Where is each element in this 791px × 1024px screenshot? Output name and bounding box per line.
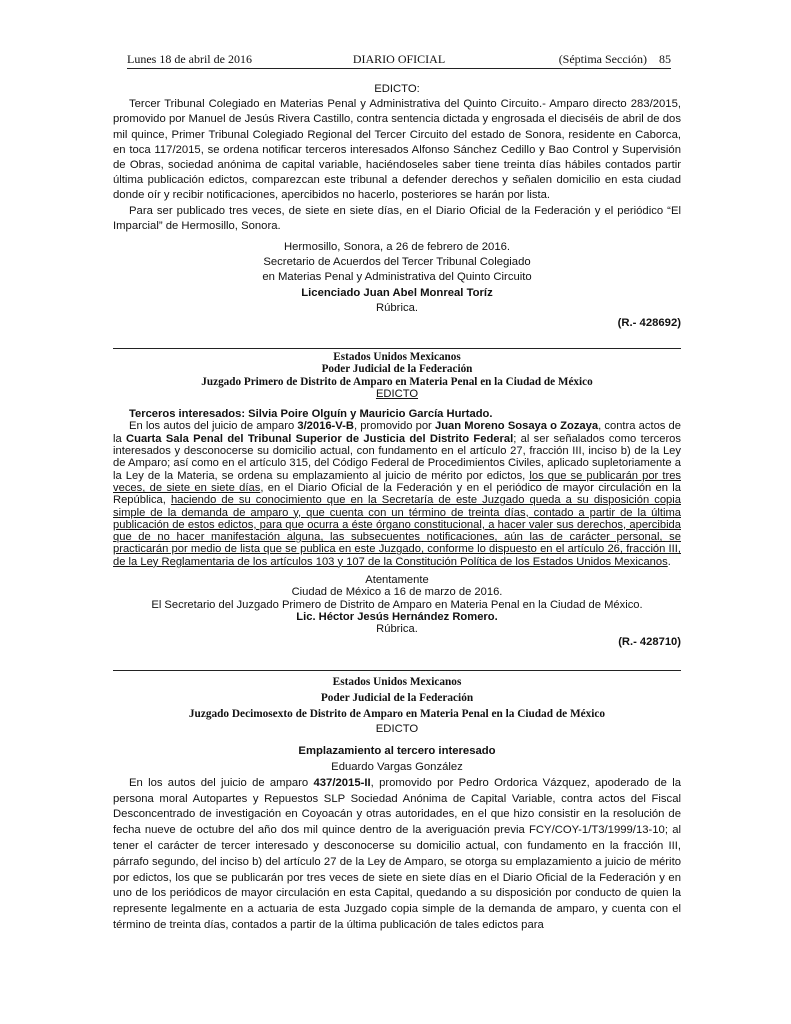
edict-3-court: Juzgado Decimosexto de Distrito de Amparo en Materia Penal en la Ciudad de México [188, 707, 606, 720]
case-number: 437/2015-II [313, 776, 371, 789]
page-header [127, 50, 671, 69]
divider-1 [113, 348, 681, 349]
edict-1-body: Tercer Tribunal Colegiado en Materias Penal y Administrativa del Quinto Circuito.- Amparo directo 283/2015, promovido por Manuel de Jesús Rivera Castillo, contra sentencia dictada y engrosada el dieciséis de abril de dos mil quince, Primer Tribunal Colegiado Regional del Tercer Circuito del estado de Sonora, residente en Caborca, en toca 117/2015, se ordena notificar terceros interesados Alfonso Sánchez Cedillo y Bao Control y Supervisión de Obras, sociedad anónima de capital variable, haciéndoseles saber tiene treinta días hábiles contados partir última publicación edictos, comparezcan este tribunal a defender derechos y señalen domicilio en esta ciudad donde oír y recibir notificaciones, apercibidos no hacerlo, posteriores se harán por lista. [113, 98, 681, 202]
edict-2-branch: Poder Judicial de la Federación [321, 363, 473, 376]
edict-1-place-date: Hermosillo, Sonora, a 26 de febrero de 2016. [283, 241, 511, 254]
edict-2-heading: EDICTO [375, 387, 419, 400]
header-section-label: (Séptima Sección) [558, 52, 647, 66]
edict-2-closing: Atentamente [365, 574, 429, 587]
edict-2-body: En los autos del juicio de amparo 3/2016-V-B, promovido por Juan Moreno Sosaya o Zozaya, contra actos de la Cuarta Sala Penal del Tribunal Superior de Justicia del Distrito Federal; al ser señalados como terceros interesados y desconocerse su domicilio actual, con fundamento en el artículo 27, fracción III, inciso b) de la Ley de Amparo; así como en el artículo 315, del Código Federal de Procedimientos Civiles, aplicado supletoriamente a la Ley de la Materia, se ordena su emplazamiento al juicio de mérito por edictos, los que se publicarán por tres veces, de siete en siete días, en el Diario Oficial de la Federación y en el periódico de mayor circulación en la República, haciendo de su conocimiento que en la Secretaría de este Juzgado queda a su disposición copia simple de la demanda de amparo y, que cuenta con un término de treinta días, contado a partir de la última publicación de estos edictos, para que ocurra a éste órgano constitucional, a hacer valer sus derechos, apercibida que de no hacer manifestación alguna, las subsecuentes notificaciones, aún las de carácter personal, se practicarán por medio de lista que se publica en este Juzgado, conforme lo dispuesto en el artículo 26, fracción III, de la Ley Reglamentaria de los artículos 103 y 107 de la Constitución Política de los Estados Unidos Mexicanos. [113, 420, 682, 568]
edict-2-interested-parties: Terceros interesados: Silvia Poire Olguín y Mauricio García Hurtado. [129, 408, 493, 421]
edict-1 [113, 82, 681, 331]
header-section [559, 52, 671, 67]
case-number: 3/2016-V-B [297, 420, 354, 433]
edict-1-publication-note: Para ser publicado tres veces, de siete en siete días, en el Diario Oficial de la Federación y el periódico “El Imparcial” de Hermosillo, Sonora. [113, 204, 681, 232]
edict-1-reference: (R.- 428692) [617, 317, 681, 330]
edict-2-place-date: Ciudad de México a 16 de marzo de 2016. [291, 586, 503, 599]
edict-1-title: EDICTO: [374, 83, 420, 95]
edict-1-signature-line-2: en Materias Penal y Administrativa del Quinto Circuito [262, 271, 532, 284]
edict-2-reference: (R.- 428710) [618, 635, 681, 648]
edict-2 [113, 351, 681, 648]
edict-3-branch: Poder Judicial de la Federación [320, 691, 474, 704]
edict-2-country: Estados Unidos Mexicanos [333, 351, 461, 363]
edict-2-court: Juzgado Primero de Distrito de Amparo en Materia Penal en la Ciudad de México [201, 375, 593, 388]
edict-3-heading: EDICTO [375, 723, 419, 736]
edict-3 [113, 675, 681, 934]
header-page-number: 85 [659, 52, 671, 66]
authority-name: Cuarta Sala Penal del Tribunal Superior de Justicia del Distrito Federal [126, 432, 514, 445]
header-date: Lunes 18 de abril de 2016 [127, 52, 252, 66]
divider-2 [113, 670, 681, 671]
edict-3-body: En los autos del juicio de amparo 437/2015-II, promovido por Pedro Ordorica Vázquez, apoderado de la persona moral Autopartes y Repuestos SLP Sociedad Anónima de Capital Variable, contra actos del Fiscal Desconcentrado de investigación en Coyoacán y otras autoridades, en el que hizo consistir en la resolución de fecha nueve de octubre del año dos mil quince dentro de la averiguación previa FCY/COY-1/T3/1999/13-10; al tener el carácter de tercer interesado y desconocerse su domicilio actual, con fundamento en la fracción III, párrafo segundo, del inciso b) del artículo 27 de la Ley de Amparo, se otorga su emplazamiento a juicio de mérito por edictos, los que se publicarán por tres veces de siete en siete días en el Diario Oficial de la Federación y en uno de los periódicos de mayor circulación en esta Capital, quedando a su disposición por conducto de quien la represente legalmente en a actuaria de esta Juzgado copia simple de la demanda de amparo, y cuenta con el término de treinta días, contados a partir de la última publicación de tales edictos para [113, 776, 681, 931]
petitioner-name: Juan Moreno Sosaya o Zozaya [434, 420, 599, 433]
edict-3-addressee: Eduardo Vargas González [331, 760, 463, 773]
edict-2-signature-line: El Secretario del Juzgado Primero de Distrito de Amparo en Materia Penal en la Ciudad de México. [151, 598, 643, 611]
edict-1-signature-line-1: Secretario de Acuerdos del Tercer Tribunal Colegiado [263, 256, 531, 269]
edict-3-country: Estados Unidos Mexicanos [332, 676, 462, 688]
edict-2-signer: Lic. Héctor Jesús Hernández Romero. [296, 610, 498, 623]
edict-2-rubrica: Rúbrica. [376, 623, 418, 636]
edict-1-signer: Licenciado Juan Abel Monreal Toríz [301, 286, 493, 299]
edict-3-subtitle: Emplazamiento al tercero interesado [298, 745, 496, 758]
edict-1-rubrica: Rúbrica. [375, 301, 419, 314]
header-publication: DIARIO OFICIAL [352, 52, 446, 66]
